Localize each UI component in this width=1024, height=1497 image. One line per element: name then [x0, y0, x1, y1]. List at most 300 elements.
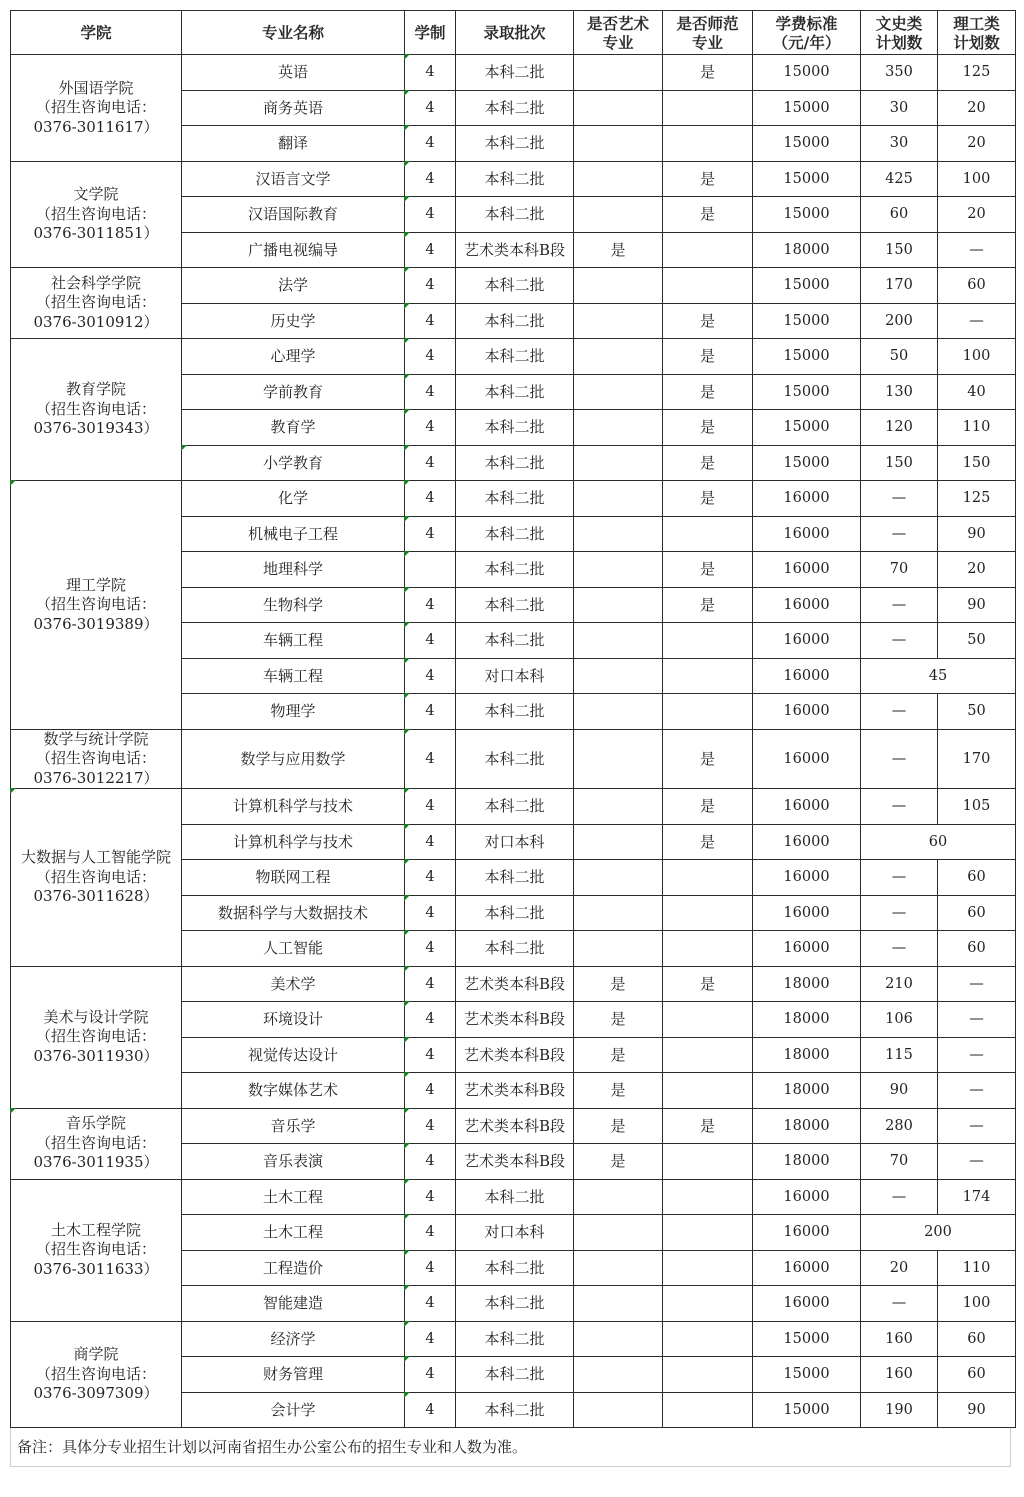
table-row — [11, 1321, 1016, 1357]
years-cell: 4 — [405, 481, 456, 517]
major-cell: 财务管理 — [182, 1357, 405, 1393]
is-normal-cell: 是 — [663, 339, 753, 375]
is-normal-cell — [663, 895, 753, 931]
is-normal-cell: 是 — [663, 729, 753, 789]
college-name: 土木工程学院 — [50, 1220, 141, 1239]
table-row — [11, 1179, 1016, 1215]
sci-plan-cell: 100 — [938, 1286, 1016, 1322]
batch-cell: 本科二批 — [456, 55, 574, 91]
arts-plan-cell: 200 — [861, 303, 938, 339]
table-row — [11, 729, 1016, 789]
sci-plan-cell: 50 — [938, 623, 1016, 659]
major-cell: 会计学 — [182, 1392, 405, 1428]
sci-plan-cell: 60 — [938, 1357, 1016, 1393]
years-cell: 4 — [405, 1250, 456, 1286]
is-normal-cell — [663, 860, 753, 896]
arts-plan-cell: — — [861, 931, 938, 967]
arts-plan-cell: — — [861, 623, 938, 659]
college-name: 美术与设计学院 — [43, 1007, 149, 1026]
is-normal-cell: 是 — [663, 445, 753, 481]
header-is-art: 是否艺术 专业 — [574, 11, 663, 55]
years-cell: 4 — [405, 90, 456, 126]
batch-cell: 本科二批 — [456, 197, 574, 233]
college-phone-label: （招生咨询电话： — [35, 98, 156, 116]
header-batch: 录取批次 — [456, 11, 574, 55]
is-normal-cell — [663, 1002, 753, 1038]
major-cell: 教育学 — [182, 410, 405, 446]
batch-cell: 本科二批 — [456, 90, 574, 126]
is-art-cell — [574, 587, 663, 623]
header-is-normal: 是否师范 专业 — [663, 11, 753, 55]
sci-plan-cell: 60 — [938, 860, 1016, 896]
batch-cell: 本科二批 — [456, 1357, 574, 1393]
is-art-cell — [574, 374, 663, 410]
years-cell: 4 — [405, 623, 456, 659]
is-normal-cell — [663, 90, 753, 126]
table-row — [11, 339, 1016, 375]
years-cell: 4 — [405, 374, 456, 410]
is-normal-cell: 是 — [663, 55, 753, 91]
tuition-cell: 18000 — [753, 1108, 861, 1144]
college-cell — [11, 1108, 182, 1179]
is-normal-cell — [663, 658, 753, 694]
is-art-cell — [574, 824, 663, 860]
batch-cell: 本科二批 — [456, 445, 574, 481]
college-phone: 0376-3019389） — [33, 614, 159, 633]
sci-plan-cell: 125 — [938, 55, 1016, 91]
is-art-cell — [574, 303, 663, 339]
is-normal-cell — [663, 623, 753, 659]
sci-plan-cell: 40 — [938, 374, 1016, 410]
is-normal-cell — [663, 1321, 753, 1357]
is-normal-cell: 是 — [663, 552, 753, 588]
major-cell: 小学教育 — [182, 445, 405, 481]
table-row — [11, 55, 1016, 91]
is-normal-cell — [663, 1250, 753, 1286]
batch-cell: 本科二批 — [456, 694, 574, 730]
major-cell: 环境设计 — [182, 1002, 405, 1038]
tuition-cell: 16000 — [753, 516, 861, 552]
is-normal-cell — [663, 1286, 753, 1322]
tuition-cell: 18000 — [753, 1144, 861, 1180]
tuition-cell: 15000 — [753, 303, 861, 339]
table-row — [11, 789, 1016, 825]
batch-cell: 艺术类本科B段 — [456, 966, 574, 1002]
college-cell — [11, 161, 182, 268]
is-art-cell: 是 — [574, 1108, 663, 1144]
tuition-cell: 16000 — [753, 1179, 861, 1215]
is-art-cell — [574, 1179, 663, 1215]
sci-plan-cell: 60 — [938, 1321, 1016, 1357]
batch-cell: 对口本科 — [456, 658, 574, 694]
college-cell — [11, 789, 182, 967]
college-name: 社会科学学院 — [50, 273, 141, 292]
arts-plan-cell: — — [861, 694, 938, 730]
major-cell: 汉语言文学 — [182, 161, 405, 197]
college-phone-label: （招生咨询电话： — [35, 1133, 156, 1152]
is-art-cell — [574, 445, 663, 481]
college-cell — [11, 1179, 182, 1321]
tuition-cell: 18000 — [753, 1037, 861, 1073]
arts-plan-cell: — — [861, 860, 938, 896]
is-normal-cell: 是 — [663, 824, 753, 860]
college-phone: 0376-3010912） — [33, 312, 159, 331]
is-art-cell — [574, 1250, 663, 1286]
years-cell: 4 — [405, 931, 456, 967]
is-art-cell: 是 — [574, 1002, 663, 1038]
batch-cell: 本科二批 — [456, 860, 574, 896]
batch-cell: 本科二批 — [456, 481, 574, 517]
tuition-cell: 16000 — [753, 481, 861, 517]
major-cell: 法学 — [182, 268, 405, 304]
years-cell: 4 — [405, 268, 456, 304]
college-phone: 0376-3011617） — [33, 117, 159, 136]
college-cell — [11, 55, 182, 162]
sci-plan-cell: — — [938, 1037, 1016, 1073]
sci-plan-cell: 105 — [938, 789, 1016, 825]
college-phone-label: （招生咨询电话： — [35, 399, 156, 418]
is-normal-cell: 是 — [663, 481, 753, 517]
tuition-cell: 15000 — [753, 161, 861, 197]
arts-plan-cell: 190 — [861, 1392, 938, 1428]
arts-plan-cell: 210 — [861, 966, 938, 1002]
college-phone-label: （招生咨询电话： — [35, 1027, 156, 1046]
tuition-cell: 16000 — [753, 694, 861, 730]
college-phone: 0376-3011628） — [33, 887, 159, 905]
tuition-cell: 16000 — [753, 1286, 861, 1322]
is-normal-cell: 是 — [663, 966, 753, 1002]
arts-plan-cell: 90 — [861, 1073, 938, 1109]
arts-plan-cell: 70 — [861, 1144, 938, 1180]
major-cell: 汉语国际教育 — [182, 197, 405, 233]
sci-plan-cell: — — [938, 966, 1016, 1002]
batch-cell: 本科二批 — [456, 126, 574, 162]
batch-cell: 艺术类本科B段 — [456, 1002, 574, 1038]
arts-plan-cell: — — [861, 516, 938, 552]
is-normal-cell: 是 — [663, 1108, 753, 1144]
batch-cell: 本科二批 — [456, 1250, 574, 1286]
sci-plan-cell: 90 — [938, 587, 1016, 623]
years-cell: 4 — [405, 658, 456, 694]
arts-plan-cell: 425 — [861, 161, 938, 197]
college-cell — [11, 481, 182, 730]
arts-plan-cell: 130 — [861, 374, 938, 410]
years-cell: 4 — [405, 197, 456, 233]
is-art-cell: 是 — [574, 1144, 663, 1180]
college-phone-label: （招生咨询电话： — [35, 204, 156, 223]
major-cell: 学前教育 — [182, 374, 405, 410]
major-cell: 商务英语 — [182, 90, 405, 126]
sci-plan-cell: 20 — [938, 197, 1016, 233]
batch-cell: 本科二批 — [456, 410, 574, 446]
years-cell: 4 — [405, 161, 456, 197]
college-name: 数学与统计学院 — [43, 729, 149, 748]
is-art-cell — [574, 339, 663, 375]
college-phone-label: （招生咨询电话： — [35, 1240, 156, 1259]
major-cell: 数学与应用数学 — [182, 729, 405, 789]
years-cell: 4 — [405, 1392, 456, 1428]
is-art-cell — [574, 860, 663, 896]
college-phone: 0376-3097309） — [33, 1384, 159, 1402]
batch-cell: 本科二批 — [456, 303, 574, 339]
is-art-cell — [574, 516, 663, 552]
sci-plan-cell: 60 — [938, 268, 1016, 304]
is-art-cell — [574, 1357, 663, 1393]
college-phone: 0376-3011851） — [33, 224, 159, 242]
batch-cell: 本科二批 — [456, 1286, 574, 1322]
sci-plan-cell: — — [938, 232, 1016, 268]
sci-plan-cell: 150 — [938, 445, 1016, 481]
arts-plan-cell: 20 — [861, 1250, 938, 1286]
is-art-cell — [574, 552, 663, 588]
sci-plan-cell: 170 — [938, 729, 1016, 789]
college-phone-label: （招生咨询电话： — [35, 595, 156, 613]
tuition-cell: 16000 — [753, 824, 861, 860]
years-cell: 4 — [405, 824, 456, 860]
major-cell: 车辆工程 — [182, 623, 405, 659]
college-name: 外国语学院 — [58, 78, 134, 97]
tuition-cell: 15000 — [753, 268, 861, 304]
merged-plan-cell: 200 — [861, 1215, 1016, 1251]
batch-cell: 艺术类本科B段 — [456, 1108, 574, 1144]
is-normal-cell — [663, 694, 753, 730]
sci-plan-cell: 100 — [938, 161, 1016, 197]
arts-plan-cell: 30 — [861, 126, 938, 162]
college-cell — [11, 339, 182, 481]
arts-plan-cell: 70 — [861, 552, 938, 588]
major-cell: 土木工程 — [182, 1179, 405, 1215]
header-sci-plan: 理工类 计划数 — [938, 11, 1016, 55]
is-art-cell: 是 — [574, 966, 663, 1002]
arts-plan-cell: — — [861, 789, 938, 825]
years-cell: 4 — [405, 860, 456, 896]
years-cell: 4 — [405, 587, 456, 623]
is-normal-cell: 是 — [663, 374, 753, 410]
is-normal-cell: 是 — [663, 303, 753, 339]
table-row — [11, 966, 1016, 1002]
batch-cell: 本科二批 — [456, 552, 574, 588]
batch-cell: 本科二批 — [456, 729, 574, 789]
years-cell: 4 — [405, 694, 456, 730]
arts-plan-cell: 115 — [861, 1037, 938, 1073]
header-years: 学制 — [405, 11, 456, 55]
arts-plan-cell: 160 — [861, 1321, 938, 1357]
major-cell: 经济学 — [182, 1321, 405, 1357]
tuition-cell: 16000 — [753, 1250, 861, 1286]
major-cell: 计算机科学与技术 — [182, 789, 405, 825]
tuition-cell: 16000 — [753, 895, 861, 931]
tuition-cell: 16000 — [753, 623, 861, 659]
major-cell: 工程造价 — [182, 1250, 405, 1286]
major-cell: 广播电视编导 — [182, 232, 405, 268]
header-tuition: 学费标准 （元/年） — [753, 11, 861, 55]
is-art-cell — [574, 729, 663, 789]
tuition-cell: 15000 — [753, 90, 861, 126]
major-cell: 计算机科学与技术 — [182, 824, 405, 860]
tuition-cell: 16000 — [753, 552, 861, 588]
years-cell: 4 — [405, 303, 456, 339]
college-cell — [11, 729, 182, 789]
years-cell: 4 — [405, 55, 456, 91]
batch-cell: 本科二批 — [456, 1392, 574, 1428]
years-cell: 4 — [405, 966, 456, 1002]
major-cell: 土木工程 — [182, 1215, 405, 1251]
is-art-cell — [574, 1286, 663, 1322]
years-cell: 4 — [405, 1215, 456, 1251]
college-cell — [11, 966, 182, 1108]
arts-plan-cell: 350 — [861, 55, 938, 91]
is-art-cell — [574, 126, 663, 162]
batch-cell: 本科二批 — [456, 268, 574, 304]
footnote: 备注：具体分专业招生计划以河南省招生办公室公布的招生专业和人数为准。 — [10, 1428, 1011, 1467]
major-cell: 英语 — [182, 55, 405, 91]
sci-plan-cell: 110 — [938, 1250, 1016, 1286]
major-cell: 数字媒体艺术 — [182, 1073, 405, 1109]
is-normal-cell: 是 — [663, 161, 753, 197]
batch-cell: 本科二批 — [456, 1321, 574, 1357]
years-cell: 4 — [405, 1002, 456, 1038]
arts-plan-cell: 150 — [861, 445, 938, 481]
arts-plan-cell: — — [861, 481, 938, 517]
batch-cell: 本科二批 — [456, 623, 574, 659]
major-cell: 视觉传达设计 — [182, 1037, 405, 1073]
header-major: 专业名称 — [182, 11, 405, 55]
batch-cell: 本科二批 — [456, 161, 574, 197]
years-cell: 4 — [405, 1037, 456, 1073]
is-normal-cell: 是 — [663, 197, 753, 233]
is-normal-cell — [663, 232, 753, 268]
merged-plan-cell: 45 — [861, 658, 1016, 694]
tuition-cell: 18000 — [753, 966, 861, 1002]
is-art-cell — [574, 55, 663, 91]
sci-plan-cell: 174 — [938, 1179, 1016, 1215]
header-arts-plan: 文史类 计划数 — [861, 11, 938, 55]
tuition-cell: 15000 — [753, 126, 861, 162]
is-normal-cell — [663, 1073, 753, 1109]
batch-cell: 本科二批 — [456, 789, 574, 825]
years-cell — [405, 552, 456, 588]
years-cell: 4 — [405, 1144, 456, 1180]
tuition-cell: 15000 — [753, 197, 861, 233]
batch-cell: 艺术类本科B段 — [456, 1073, 574, 1109]
tuition-cell: 18000 — [753, 232, 861, 268]
major-cell: 机械电子工程 — [182, 516, 405, 552]
major-cell: 车辆工程 — [182, 658, 405, 694]
is-art-cell — [574, 481, 663, 517]
sci-plan-cell: 110 — [938, 410, 1016, 446]
sci-plan-cell: — — [938, 303, 1016, 339]
table-row — [11, 161, 1016, 197]
years-cell: 4 — [405, 729, 456, 789]
sci-plan-cell: 125 — [938, 481, 1016, 517]
batch-cell: 本科二批 — [456, 1179, 574, 1215]
is-art-cell — [574, 197, 663, 233]
tuition-cell: 15000 — [753, 55, 861, 91]
tuition-cell: 16000 — [753, 931, 861, 967]
batch-cell: 本科二批 — [456, 339, 574, 375]
is-normal-cell — [663, 1215, 753, 1251]
tuition-cell: 15000 — [753, 339, 861, 375]
college-name: 大数据与人工智能学院 — [20, 848, 171, 866]
arts-plan-cell: 60 — [861, 197, 938, 233]
batch-cell: 对口本科 — [456, 1215, 574, 1251]
is-art-cell — [574, 931, 663, 967]
tuition-cell: 15000 — [753, 445, 861, 481]
sci-plan-cell: 20 — [938, 552, 1016, 588]
arts-plan-cell: 150 — [861, 232, 938, 268]
is-normal-cell — [663, 1144, 753, 1180]
is-art-cell — [574, 90, 663, 126]
is-art-cell — [574, 895, 663, 931]
years-cell: 4 — [405, 1073, 456, 1109]
major-cell: 数据科学与大数据技术 — [182, 895, 405, 931]
college-phone-label: （招生咨询电话： — [35, 1364, 156, 1383]
college-phone: 0376-3011633） — [33, 1259, 159, 1278]
college-name: 商学院 — [73, 1345, 119, 1363]
years-cell: 4 — [405, 232, 456, 268]
major-cell: 物联网工程 — [182, 860, 405, 896]
header-college: 学院 — [11, 11, 182, 55]
sci-plan-cell: 20 — [938, 126, 1016, 162]
sci-plan-cell: — — [938, 1073, 1016, 1109]
major-cell: 生物科学 — [182, 587, 405, 623]
is-normal-cell — [663, 931, 753, 967]
is-art-cell: 是 — [574, 232, 663, 268]
batch-cell: 对口本科 — [456, 824, 574, 860]
tuition-cell: 18000 — [753, 1073, 861, 1109]
batch-cell: 本科二批 — [456, 931, 574, 967]
arts-plan-cell: 50 — [861, 339, 938, 375]
college-name: 理工学院 — [65, 575, 126, 594]
is-art-cell: 是 — [574, 1037, 663, 1073]
is-normal-cell: 是 — [663, 587, 753, 623]
batch-cell: 艺术类本科B段 — [456, 232, 574, 268]
tuition-cell: 15000 — [753, 1357, 861, 1393]
arts-plan-cell: — — [861, 895, 938, 931]
header-row — [11, 11, 1016, 55]
table-body — [11, 55, 1016, 1428]
major-cell: 历史学 — [182, 303, 405, 339]
major-cell: 化学 — [182, 481, 405, 517]
college-phone: 0376-3011930） — [33, 1046, 159, 1065]
sci-plan-cell: 60 — [938, 931, 1016, 967]
arts-plan-cell: 120 — [861, 410, 938, 446]
years-cell: 4 — [405, 516, 456, 552]
arts-plan-cell: 170 — [861, 268, 938, 304]
is-normal-cell — [663, 268, 753, 304]
tuition-cell: 16000 — [753, 587, 861, 623]
table-row — [11, 481, 1016, 517]
batch-cell: 本科二批 — [456, 374, 574, 410]
is-art-cell — [574, 1215, 663, 1251]
tuition-cell: 15000 — [753, 410, 861, 446]
arts-plan-cell: — — [861, 729, 938, 789]
years-cell: 4 — [405, 1321, 456, 1357]
years-cell: 4 — [405, 1179, 456, 1215]
table-row — [11, 268, 1016, 304]
is-art-cell — [574, 268, 663, 304]
is-normal-cell: 是 — [663, 789, 753, 825]
is-art-cell — [574, 789, 663, 825]
college-name: 教育学院 — [65, 380, 126, 399]
tuition-cell: 16000 — [753, 1215, 861, 1251]
major-cell: 心理学 — [182, 339, 405, 375]
tuition-cell: 15000 — [753, 1321, 861, 1357]
years-cell: 4 — [405, 789, 456, 825]
is-art-cell — [574, 658, 663, 694]
is-art-cell — [574, 161, 663, 197]
is-art-cell — [574, 410, 663, 446]
